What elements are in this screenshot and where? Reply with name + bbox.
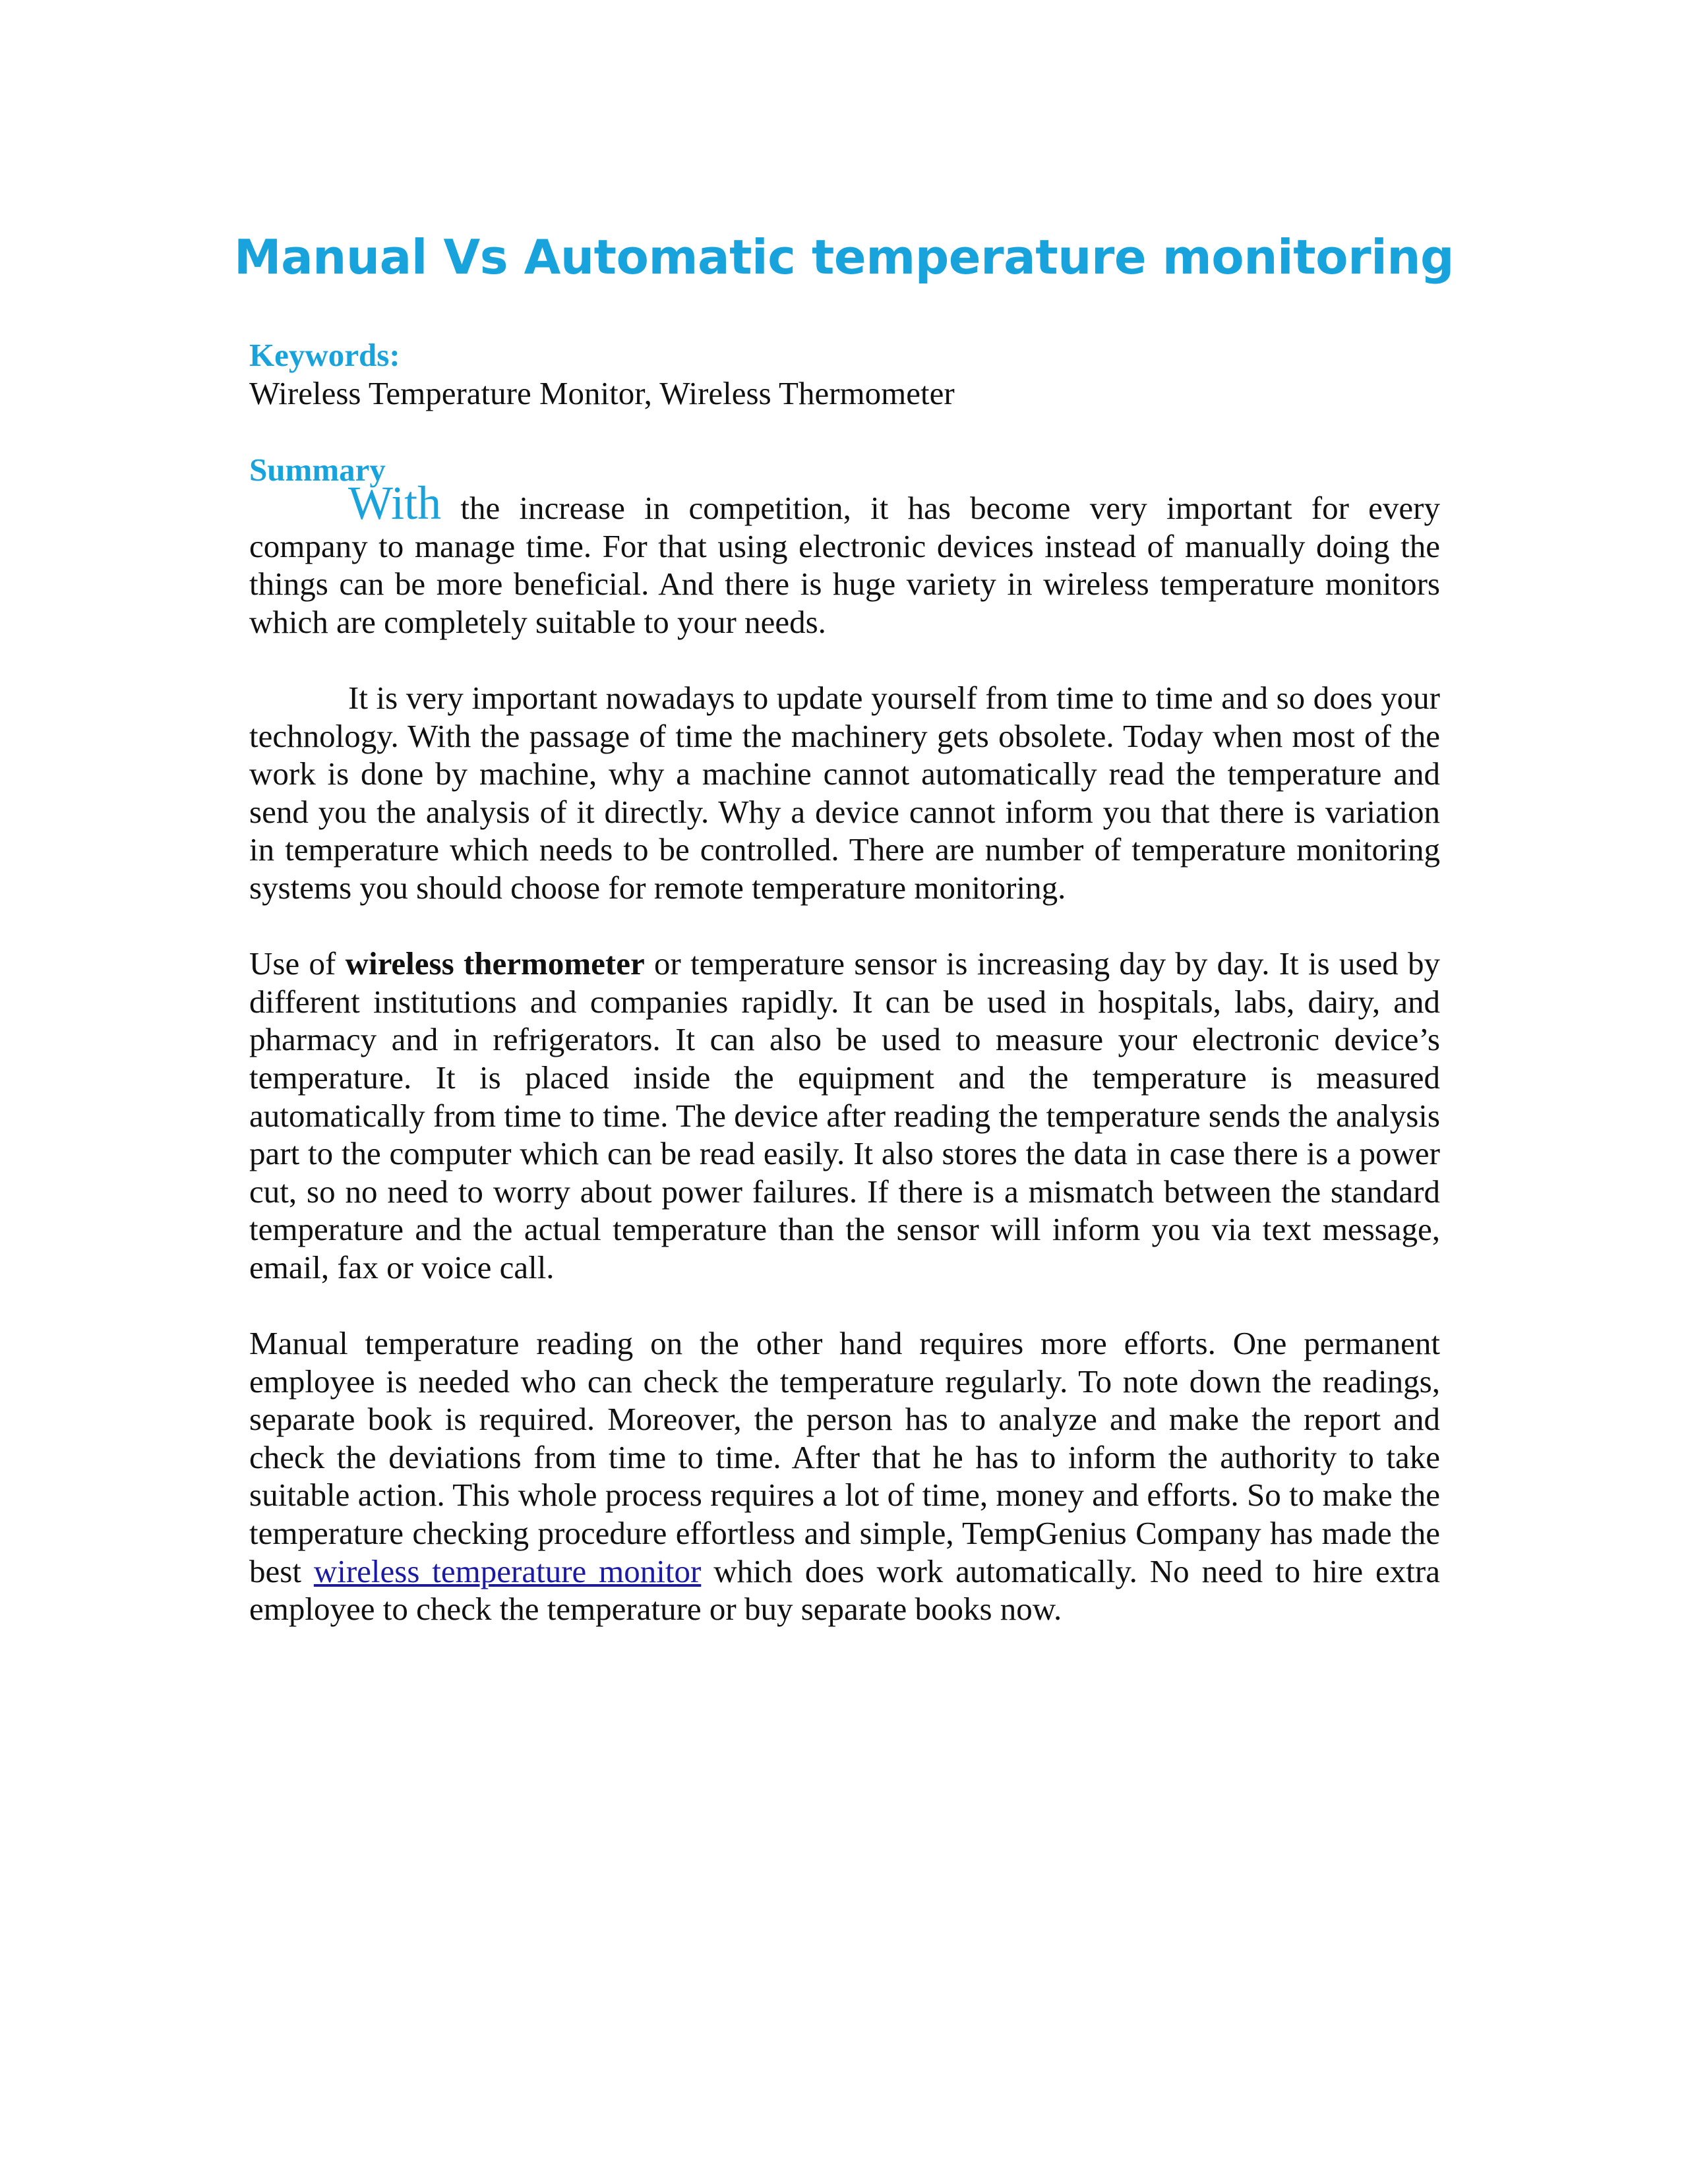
- document-title: Manual Vs Automatic temperature monitoring: [233, 229, 1455, 285]
- paragraph-1-text: the increase in competition, it has become very important for every company to manage time. For that using electronic devices instead of manually doing the things can be more beneficial. And there is huge variety in wireless temperature monitors which are completely suitable to your needs.: [249, 490, 1440, 640]
- spacer: [249, 413, 1440, 451]
- paragraph-3: [249, 945, 1440, 1286]
- document-body: [249, 336, 1440, 1628]
- wireless-temperature-monitor-link[interactable]: wireless temperature monitor: [313, 1552, 702, 1589]
- paragraph-2-text: It is very important nowadays to update yourself from time to time and so does your technology. With the passage of time the machinery gets obsolete. Today when most of the work is done by machine, why a machine cannot automatically read the temperature and send you the analysis of it directly. Why a device cannot inform you that there is variation in temperature which needs to be controlled. There are number of temperature monitoring systems you should choose for remote temperature monitoring.: [249, 679, 1440, 906]
- paragraph-3-text-after: or temperature sensor is increasing day by day. It is used by different institutions and companies rapidly. It can be used in hospitals, labs, dairy, and pharmacy and in refrigerators. It can also be used to measure your electronic device’s temperature. It is placed inside the equipment and the temperature is measured automatically from time to time. The device after reading the temperature sends the analysis part to the computer which can be read easily. It also stores the data in case there is a power cut, so no need to worry about power failures. If there is a mismatch between the standard temperature and the actual temperature than the sensor will inform you via text message, email, fax or voice call.: [249, 945, 1440, 1285]
- paragraph-1: [249, 477, 1440, 641]
- summary-heading: Summary: [249, 452, 386, 488]
- paragraph-4: [249, 1324, 1440, 1628]
- keywords-text: Wireless Temperature Monitor, Wireless Thermometer: [249, 375, 955, 411]
- spacer: [249, 1286, 1440, 1324]
- spacer: [249, 641, 1440, 679]
- paragraph-4-text-after: which does work automatically. No need to hire extra employee to check the temperature or buy separate books now.: [249, 1552, 1440, 1628]
- spacer: [249, 907, 1440, 945]
- paragraph-2: [249, 679, 1440, 907]
- paragraph-3-text-before: Use of: [249, 945, 346, 982]
- paragraph-4-text-before: Manual temperature reading on the other hand requires more efforts. One permanent employee is needed who can check the temperature regularly. To note down the readings, separate book is required. Moreover, the person has to analyze and make the report and check the deviations from time to time. After that he has to inform the authority to take suitable action. This whole process requires a lot of time, money and efforts. So to make the temperature checking procedure effortless and simple, TempGenius Company has made the best: [249, 1325, 1440, 1589]
- keywords-heading: Keywords:: [249, 337, 400, 373]
- lead-word: With: [348, 477, 442, 529]
- wireless-thermometer-bold: wireless thermometer: [345, 945, 645, 982]
